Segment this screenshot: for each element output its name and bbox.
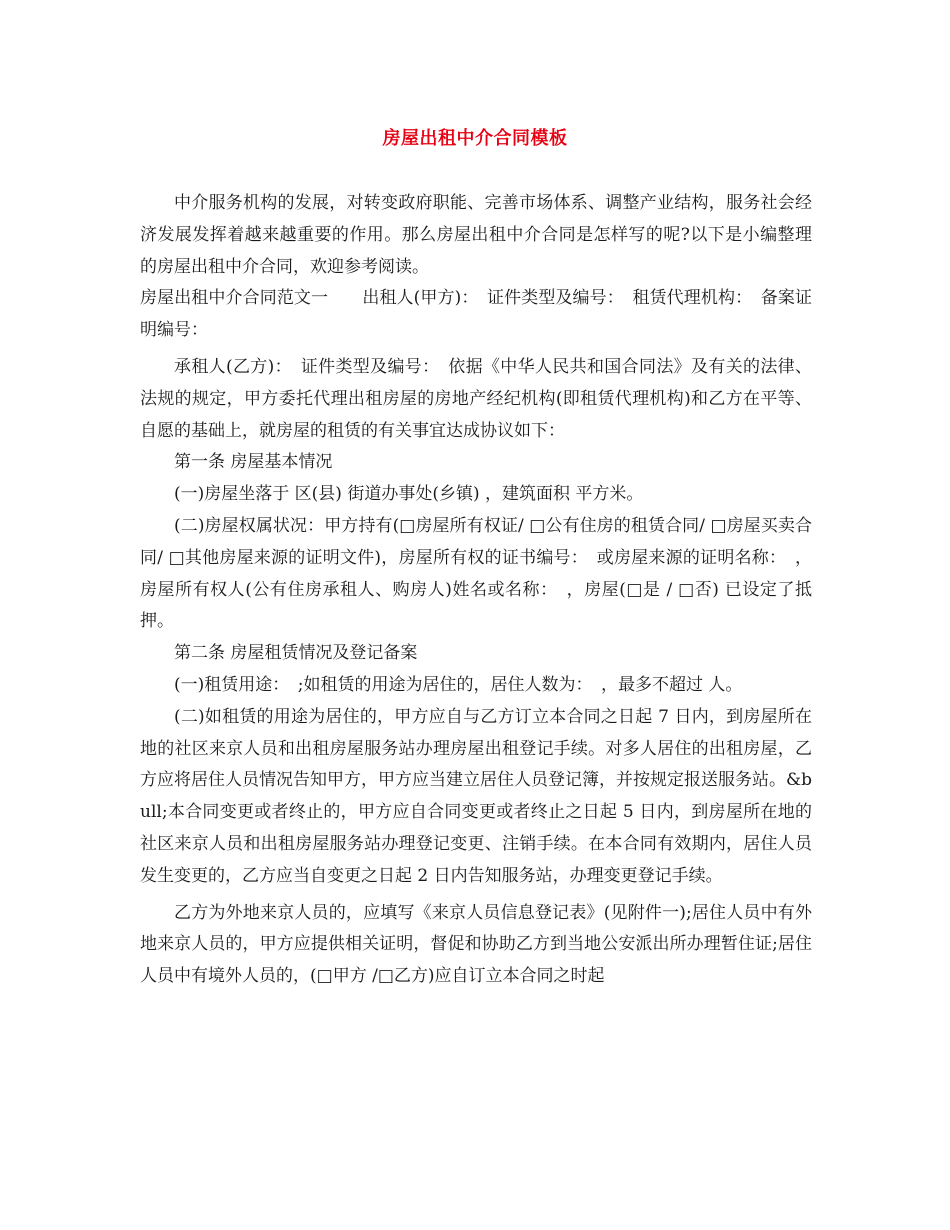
document-body: [140, 188, 812, 993]
paragraph: (二)如租赁的用途为居住的，甲方应自与乙方订立本合同之日起 7 日内，到房屋所在地的社区来京人员和出租房屋服务站办理房屋出租登记手续。对多人居住的出租房屋，乙方应将居住人员情况告知甲方，甲方应当建立居住人员登记簿，并按规定报送服务站。&bull;本合同变更或者终止的，甲方应自合同变更或者终止之日起 5 日内，到房屋所在地的社区来京人员和出租房屋服务站办理登记变更、注销手续。在本合同有效期内，居住人员发生变更的，乙方应当自变更之日起 2 日内告知服务站，办理变更登记手续。: [140, 706, 813, 886]
paragraph: 中介服务机构的发展，对转变政府职能、完善市场体系、调整产业结构，服务社会经济发展发挥着越来越重要的作用。那么房屋出租中介合同是怎样写的呢?以下是小编整理的房屋出租中介合同，欢迎参考阅读。: [140, 193, 812, 277]
paragraph: 承租人(乙方)： 证件类型及编号： 依据《中华人民共和国合同法》及有关的法律、法规的规定，甲方委托代理出租房屋的房地产经纪机构(即租赁代理机构)和乙方在平等、自愿的基础上，就房屋的租赁的有关事宜达成协议如下：: [140, 356, 812, 441]
paragraph: 乙方为外地来京人员的，应填写《来京人员信息登记表》(见附件一);居住人员中有外地来京人员的，甲方应提供相关证明，督促和协助乙方到当地公安派出所办理暂住证;居住人员中有境外人员的，(□甲方 /□乙方)应自订立本合同之时起: [140, 902, 812, 987]
paragraph: 房屋出租中介合同范文一 出租人(甲方)： 证件类型及编号： 租赁代理机构： 备案证明编号：: [140, 288, 812, 341]
paragraph: (一)租赁用途： ;如租赁的用途为居住的，居住人数为： ，最多不超过 人。: [174, 674, 743, 695]
paragraph: 第二条 房屋租赁情况及登记备案: [174, 643, 418, 664]
document-title: 房屋出租中介合同模板: [382, 128, 568, 149]
paragraph: 第一条 房屋基本情况: [174, 452, 333, 473]
paragraph: (二)房屋权属状况：甲方持有(□房屋所有权证/ □公有住房的租赁合同/ □房屋买卖合同/ □其他房屋来源的证明文件)，房屋所有权的证书编号： 或房屋来源的证明名称： ，房屋所有权人(公有住房承租人、购房人)姓名或名称： ，房屋(□是 / □否) 已设定了抵押。: [140, 515, 812, 632]
paragraph: (一)房屋坐落于 区(县) 街道办事处(乡镇) ，建筑面积 平方米。: [174, 484, 644, 505]
